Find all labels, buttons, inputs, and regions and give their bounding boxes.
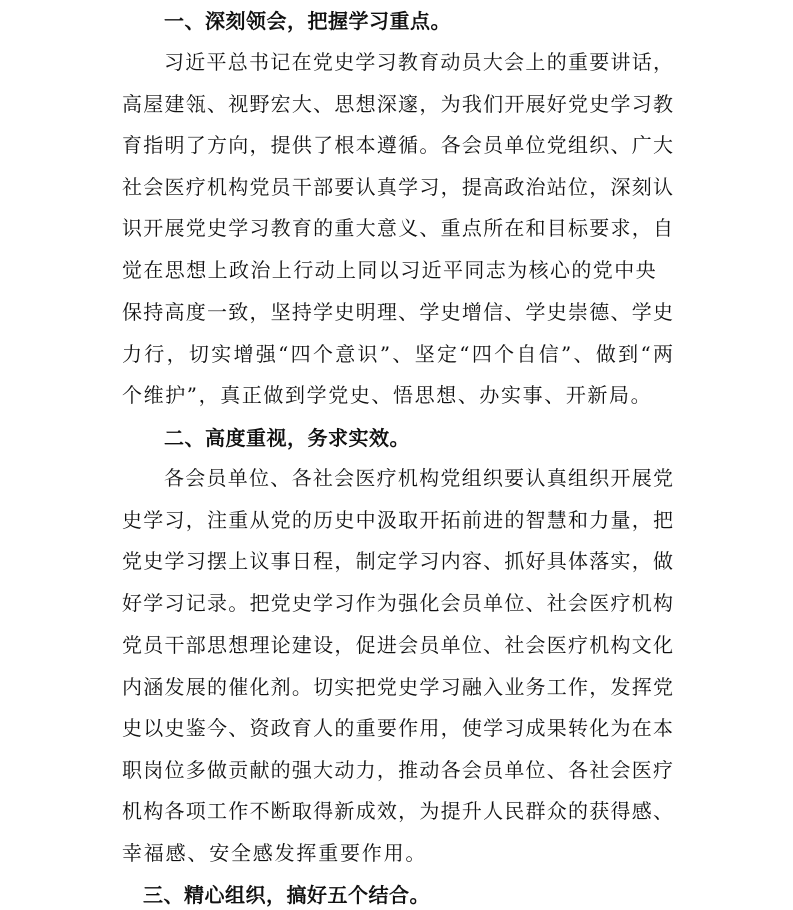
paragraph-line: 育指明了方向，提供了根本遵循。各会员单位党组织、广大 xyxy=(122,133,673,157)
paragraph-line: 力行，切实增强“四个意识”、坚定“四个自信”、做到“两 xyxy=(122,342,673,366)
paragraph-line: 职岗位多做贡献的强大动力，推动各会员单位、各社会医疗 xyxy=(122,758,673,782)
paragraph-line: 觉在思想上政治上行动上同以习近平同志为核心的党中央 xyxy=(122,258,657,282)
paragraph-line: 个维护”，真正做到学党史、悟思想、办实事、开新局。 xyxy=(122,383,653,407)
paragraph-line: 史以史鉴今、资政育人的重要作用，使学习成果转化为在本 xyxy=(122,716,673,740)
paragraph-line: 保持高度一致，坚持学史明理、学史增信、学史崇德、学史 xyxy=(122,300,673,324)
paragraph-line: 各会员单位、各社会医疗机构党组织要认真组织开展党 xyxy=(164,466,673,490)
paragraph-line: 习近平总书记在党史学习教育动员大会上的重要讲话， xyxy=(164,50,673,74)
paragraph-line: 高屋建瓴、视野宏大、思想深邃，为我们开展好党史学习教 xyxy=(122,92,673,116)
paragraph-line: 好学习记录。把党史学习作为强化会员单位、社会医疗机构 xyxy=(122,591,673,615)
section-heading-3: 三、精心组织，搞好五个结合。 xyxy=(143,883,430,907)
paragraph-line: 幸福感、安全感发挥重要作用。 xyxy=(122,841,428,865)
paragraph-line: 内涵发展的催化剂。切实把党史学习融入业务工作，发挥党 xyxy=(122,675,673,699)
section-heading-1: 一、深刻领会，把握学习重点。 xyxy=(164,9,451,33)
section-heading-2: 二、高度重视，务求实效。 xyxy=(164,426,410,450)
paragraph-line: 社会医疗机构党员干部要认真学习，提高政治站位，深刻认 xyxy=(122,175,673,199)
paragraph-line: 党员干部思想理论建设，促进会员单位、社会医疗机构文化 xyxy=(122,633,673,657)
paragraph-line: 党史学习摆上议事日程，制定学习内容、抓好具体落实，做 xyxy=(122,549,673,573)
paragraph-line: 识开展党史学习教育的重大意义、重点所在和目标要求，自 xyxy=(122,216,673,240)
paragraph-line: 史学习，注重从党的历史中汲取开拓前进的智慧和力量，把 xyxy=(122,508,673,532)
paragraph-line: 机构各项工作不断取得新成效，为提升人民群众的获得感、 xyxy=(122,799,673,823)
